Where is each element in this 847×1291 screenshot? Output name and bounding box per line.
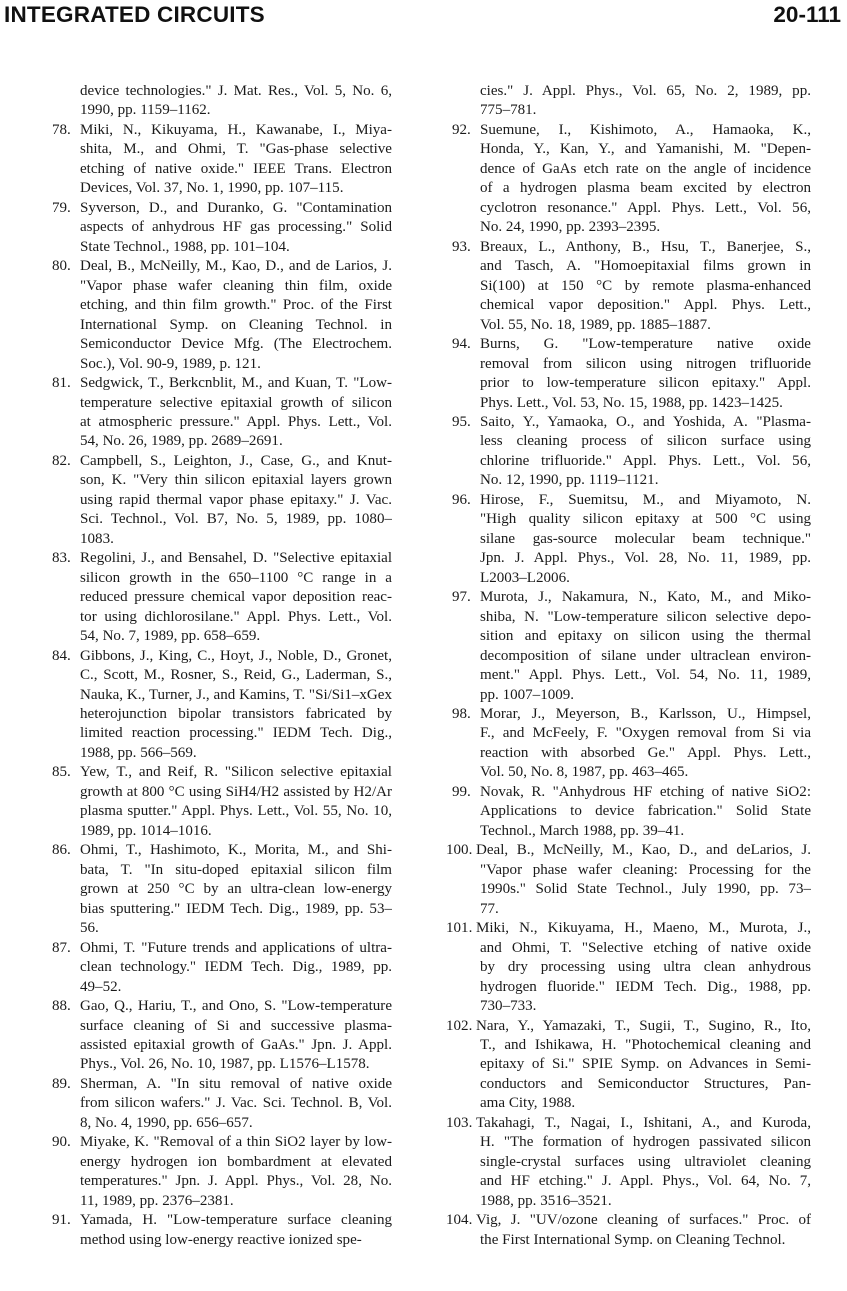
reference-line: etching, and thin film growth." Proc. of the First (80, 297, 392, 314)
reference-line: 8, No. 4, 1990, pp. 656–657. (80, 1114, 253, 1131)
reference-number: 91. (52, 1212, 71, 1229)
reference-line: conductors and Semiconductor Structures, Pan- (480, 1075, 811, 1092)
reference-line: aspects of anhydrous HF gas processing." Solid (80, 219, 392, 236)
reference-line: the First International Symp. on Cleaning Technol. (480, 1231, 786, 1248)
reference-line: Suemune, I., Kishimoto, A., Hamaoka, K., (480, 121, 811, 138)
reference-number: 82. (52, 452, 71, 469)
reference-line: Deal, B., McNeilly, M., Kao, D., and deLarios, J. (476, 842, 811, 859)
reference-line: Vig, J. "UV/ozone cleaning of surfaces." Proc. of (476, 1212, 811, 1229)
reference-number: 79. (52, 199, 71, 216)
reference-line: Nauka, K., Turner, J., and Kamins, T. "Si/Si1–xGex (80, 686, 392, 703)
reference-line: and Ohmi, T. "Selective etching of native oxide (480, 939, 811, 956)
reference-entry (52, 257, 392, 374)
reference-number: 99. (452, 783, 471, 800)
reference-line: Miki, N., Kikuyama, H., Kawanabe, I., Miya- (80, 121, 392, 138)
reference-line: chemical vapor deposition." Appl. Phys. Lett., (480, 297, 811, 314)
reference-line: Regolini, J., and Bensahel, D. "Selective epitaxial (80, 550, 392, 567)
reference-line: cyclotron resonance." Appl. Phys. Lett., Vol. 56, (480, 199, 811, 216)
reference-line: chlorine trifluoride." Appl. Phys. Lett., Vol. 56, (480, 452, 811, 469)
reference-entry (52, 1133, 392, 1211)
reference-line: 54, No. 7, 1989, pp. 658–659. (80, 628, 261, 645)
reference-entry (446, 1017, 811, 1114)
reference-line: No. 12, 1990, pp. 1119–1121. (480, 472, 659, 489)
reference-line: "Vapor phase wafer cleaning thin film, oxide (80, 277, 392, 294)
reference-number: 102. (446, 1017, 473, 1034)
section-title: INTEGRATED CIRCUITS (4, 2, 265, 27)
reference-line: temperatures." Jpn. J. Appl. Phys., Vol. 28, No. (80, 1173, 392, 1190)
reference-line: decomposition of silane under ultraclean environ- (480, 647, 811, 664)
reference-line: grown at 250 °C by an ultra-clean low-energy (80, 881, 392, 898)
reference-line: Honda, Y., Kan, Y., and Yamanishi, M. "Depen- (480, 141, 811, 158)
reference-entry (446, 1114, 811, 1211)
reference-line: bias sputtering." IEDM Tech. Dig., 1989, pp. 53– (80, 900, 392, 917)
reference-line: "High quality silicon epitaxy at 500 °C using (480, 511, 811, 528)
reference-line: Soc.), Vol. 90-9, 1989, p. 121. (80, 355, 261, 372)
reference-line: Vol. 50, No. 8, 1987, pp. 463–465. (480, 764, 689, 781)
reference-line: method using low-energy reactive ionized spe- (80, 1231, 362, 1248)
reference-number: 78. (52, 121, 71, 138)
reference-line: reaction with absorbed Ge." Appl. Phys. Lett., (480, 744, 811, 761)
reference-line: Ohmi, T., Hashimoto, K., Morita, M., and Shi- (80, 842, 392, 859)
left-column (52, 82, 392, 1250)
reference-line: limited reaction processing." IEDM Tech. Dig., (80, 725, 392, 742)
reference-line: ment." Appl. Phys. Lett., Vol. 54, No. 11, 1989, (480, 667, 811, 684)
reference-line: Yew, T., and Reif, R. "Silicon selective epitaxial (80, 764, 392, 781)
reference-number: 95. (452, 413, 471, 430)
reference-number: 88. (52, 998, 71, 1015)
reference-line: Si(100) at 150 °C by remote plasma-enhanced (480, 277, 811, 294)
reference-entry (452, 238, 811, 335)
reference-entry (52, 1075, 392, 1133)
reference-line: bata, T. "In situ-doped epitaxial silicon film (80, 861, 392, 878)
running-header (0, 0, 847, 34)
reference-line: of a hydrogen plasma beam excited by electron (480, 180, 811, 197)
reference-number: 84. (52, 647, 71, 664)
reference-number: 87. (52, 939, 71, 956)
reference-number: 104. (446, 1212, 473, 1229)
reference-line: ama City, 1988. (480, 1095, 576, 1112)
reference-line: T., and Ishikawa, H. "Photochemical cleaning and (480, 1036, 811, 1053)
reference-line: tor using dichlorosilane." Appl. Phys. Lett., Vol. (80, 608, 392, 625)
reference-number: 96. (452, 491, 471, 508)
reference-number: 83. (52, 550, 71, 567)
reference-line: Takahagi, T., Nagai, I., Ishitani, A., and Kuroda, (476, 1114, 811, 1131)
reference-line: Applications to device fabrication." Solid State (480, 803, 811, 820)
reference-line: Devices, Vol. 37, No. 1, 1990, pp. 107–115. (80, 180, 344, 197)
reference-line: 1989, pp. 1014–1016. (80, 822, 212, 839)
reference-line: Gao, Q., Hariu, T., and Ono, S. "Low-temperature (80, 998, 392, 1015)
reference-entry (452, 705, 811, 783)
reference-number: 97. (452, 589, 471, 606)
reference-line: Jpn. J. Appl. Phys., Vol. 28, No. 11, 1989, pp. (480, 550, 811, 567)
reference-entry (52, 374, 392, 452)
reference-entry (52, 647, 392, 764)
continuation-line: 1990, pp. 1159–1162. (80, 102, 211, 119)
reference-entry (52, 841, 392, 938)
reference-number: 90. (52, 1134, 71, 1151)
continuation-line: 775–781. (480, 102, 537, 119)
reference-line: pp. 1007–1009. (480, 686, 575, 703)
reference-entry (446, 841, 811, 919)
reference-line: shiba, N. "Low-temperature silicon selective depo- (480, 608, 811, 625)
reference-line: at atmospheric pressure." Appl. Phys. Lett., Vol. (80, 413, 392, 430)
continuation-line: cies." J. Appl. Phys., Vol. 65, No. 2, 1989, pp. (480, 83, 811, 99)
reference-line: 1990s." Solid State Technol., July 1990, pp. 73– (480, 881, 811, 898)
reference-number: 103. (446, 1114, 473, 1131)
reference-entry (452, 121, 811, 238)
reference-line: F., and McFeely, F. "Oxygen removal from Si via (480, 725, 811, 742)
reference-line: 54, No. 26, 1989, pp. 2689–2691. (80, 433, 283, 450)
reference-number: 100. (446, 842, 473, 859)
reference-entry (452, 588, 811, 705)
reference-line: silicon growth in the 650–1100 °C range in a (80, 569, 392, 586)
reference-line: 1988, pp. 3516–3521. (480, 1192, 612, 1209)
reference-line: 730–733. (480, 998, 537, 1015)
reference-line: reduced pressure chemical vapor deposition reac- (80, 589, 392, 606)
right-column (446, 82, 811, 1250)
reference-number: 101. (446, 920, 473, 937)
reference-line: Yamada, H. "Low-temperature surface cleaning (80, 1212, 392, 1229)
reference-line: Technol., March 1988, pp. 39–41. (480, 822, 685, 839)
reference-entry (52, 1211, 392, 1250)
reference-number: 89. (52, 1075, 71, 1092)
reference-line: Burns, G. "Low-temperature native oxide (480, 336, 811, 353)
reference-line: Sci. Technol., Vol. B7, No. 5, 1989, pp. 1080– (80, 511, 392, 528)
reference-number: 80. (52, 258, 71, 275)
reference-line: etching of native oxide." IEEE Trans. Electron (80, 160, 392, 177)
reference-line: C., Scott, M., Rosner, S., Reid, G., Laderman, S., (80, 667, 392, 684)
reference-number: 81. (52, 375, 71, 392)
reference-line: energy hydrogen ion bombardment at elevated (80, 1153, 392, 1170)
reference-entry (446, 1211, 811, 1250)
reference-line: shita, M., and Ohmi, T. "Gas-phase selective (80, 141, 392, 158)
reference-line: "Vapor phase wafer cleaning: Processing for the (480, 861, 811, 878)
reference-entry (52, 452, 392, 549)
reference-entry (52, 763, 392, 841)
reference-number: 85. (52, 764, 71, 781)
reference-entry (52, 121, 392, 199)
reference-line: Deal, B., McNeilly, M., Kao, D., and de Larios, J. (80, 258, 392, 275)
reference-line: dence of GaAs etch rate on the angle of incidence (480, 160, 811, 177)
reference-line: Ohmi, T. "Future trends and applications of ultra- (80, 939, 392, 956)
reference-line: 56. (80, 920, 99, 937)
reference-line: silane gas-source molecular beam technique." (480, 530, 811, 547)
reference-line: L2003–L2006. (480, 569, 570, 586)
reference-line: 1988, pp. 566–569. (80, 744, 197, 761)
reference-line: heterojunction bipolar transistors fabricated by (80, 706, 392, 722)
reference-entry (52, 997, 392, 1075)
reference-line: plasma sputter." Appl. Phys. Lett., Vol. 55, No. 10, (80, 803, 392, 820)
reference-entry (52, 549, 392, 646)
reference-line: Gibbons, J., King, C., Hoyt, J., Noble, D., Gronet, (80, 647, 392, 664)
reference-line: Sherman, A. "In situ removal of native oxide (80, 1075, 392, 1092)
reference-entry (452, 335, 811, 413)
reference-line: Campbell, S., Leighton, J., Case, G., and Knut- (80, 452, 392, 469)
reference-line: removal from silicon using nitrogen trifluoride (480, 355, 811, 372)
reference-line: temperature selective epitaxial growth of silicon (80, 394, 392, 411)
reference-line: State Technol., 1988, pp. 101–104. (80, 238, 290, 255)
reference-line: Syverson, D., and Duranko, G. "Contamination (80, 199, 392, 216)
reference-line: Sedgwick, T., Berkcnblit, M., and Kuan, T. "Low- (80, 375, 392, 392)
reference-line: assisted epitaxial growth of GaAs." Jpn. J. Appl. (80, 1036, 392, 1053)
reference-line: from silicon wafers." J. Vac. Sci. Technol. B, Vol. (80, 1095, 392, 1112)
reference-number: 86. (52, 842, 71, 859)
reference-line: H. "The formation of hydrogen passivated silicon (480, 1134, 811, 1151)
reference-line: Phys. Lett., Vol. 53, No. 15, 1988, pp. 1423–1425. (480, 394, 783, 411)
reference-entry (52, 939, 392, 997)
reference-line: Murota, J., Nakamura, N., Kato, M., and Miko- (480, 589, 811, 606)
reference-line: Hirose, F., Suemitsu, M., and Miyamoto, N. (480, 491, 811, 508)
reference-line: Nara, Y., Yamazaki, T., Sugii, T., Sugino, R., Ito, (476, 1017, 811, 1034)
reference-line: sition and epitaxy on silicon using the thermal (480, 628, 811, 645)
reference-line: International Symp. on Cleaning Technol. in (80, 316, 392, 333)
reference-line: Miyake, K. "Removal of a thin SiO2 layer by low- (80, 1134, 392, 1151)
reference-line: Breaux, L., Anthony, B., Hsu, T., Banerjee, S., (480, 238, 811, 255)
reference-line: Morar, J., Meyerson, B., Karlsson, U., Himpsel, (480, 706, 811, 722)
reference-number: 94. (452, 336, 471, 353)
reference-number: 98. (452, 706, 471, 722)
reference-line: prior to low-temperature silicon epitaxy." Appl. (480, 375, 811, 392)
reference-line: less cleaning process of silicon surface using (480, 433, 811, 450)
reference-entry (452, 783, 811, 841)
reference-line: 1083. (80, 530, 114, 547)
reference-line: clean technology." IEDM Tech. Dig., 1989, pp. (80, 959, 392, 976)
reference-line: single-crystal surfaces using ultraviolet cleaning (480, 1153, 811, 1170)
reference-line: Semiconductor Device Mfg. (The Electrochem. (80, 336, 392, 353)
reference-line: by dry processing using ultra clean anhydrous (480, 959, 811, 976)
reference-line: hydrogen fluoride." IEDM Tech. Dig., 1988, pp. (480, 978, 811, 995)
reference-line: growth at 800 °C using SiH4/H2 assisted by H2/Ar (80, 783, 392, 800)
reference-line: 49–52. (80, 978, 122, 995)
reference-entry (452, 491, 811, 588)
reference-line: 11, 1989, pp. 2376–2381. (80, 1192, 234, 1209)
reference-number: 92. (452, 121, 471, 138)
reference-line: and Tasch, A. "Homoepitaxial films grown in (480, 258, 811, 275)
page-number: 20-111 (773, 2, 841, 27)
reference-line: No. 24, 1990, pp. 2393–2395. (480, 219, 661, 236)
reference-line: Novak, R. "Anhydrous HF etching of native SiO2: (480, 783, 811, 800)
reference-entry (52, 199, 392, 257)
reference-line: Saito, Y., Yamaoka, O., and Yoshida, A. "Plasma- (480, 413, 811, 430)
reference-line: Phys., Vol. 26, No. 10, 1987, pp. L1576–L1578. (80, 1056, 370, 1073)
continuation-line: device technologies." J. Mat. Res., Vol. 5, No. 6, (80, 83, 392, 99)
reference-line: Vol. 55, No. 18, 1989, pp. 1885–1887. (480, 316, 711, 333)
reference-entry (446, 919, 811, 1016)
reference-line: using rapid thermal vapor phase epitaxy." J. Vac. (80, 491, 392, 508)
reference-entry (452, 413, 811, 491)
reference-line: son, K. "Very thin silicon epitaxial layers grown (80, 472, 392, 489)
reference-line: and HF etching." J. Appl. Phys., Vol. 64, No. 7, (480, 1173, 811, 1190)
reference-line: Miki, N., Kikuyama, H., Maeno, M., Murota, J., (476, 920, 811, 937)
reference-line: 77. (480, 900, 499, 917)
reference-line: surface cleaning of Si and successive plasma- (80, 1017, 392, 1034)
reference-line: epitaxy of Si." SPIE Symp. on Advances in Semi- (480, 1056, 811, 1073)
reference-number: 93. (452, 238, 471, 255)
